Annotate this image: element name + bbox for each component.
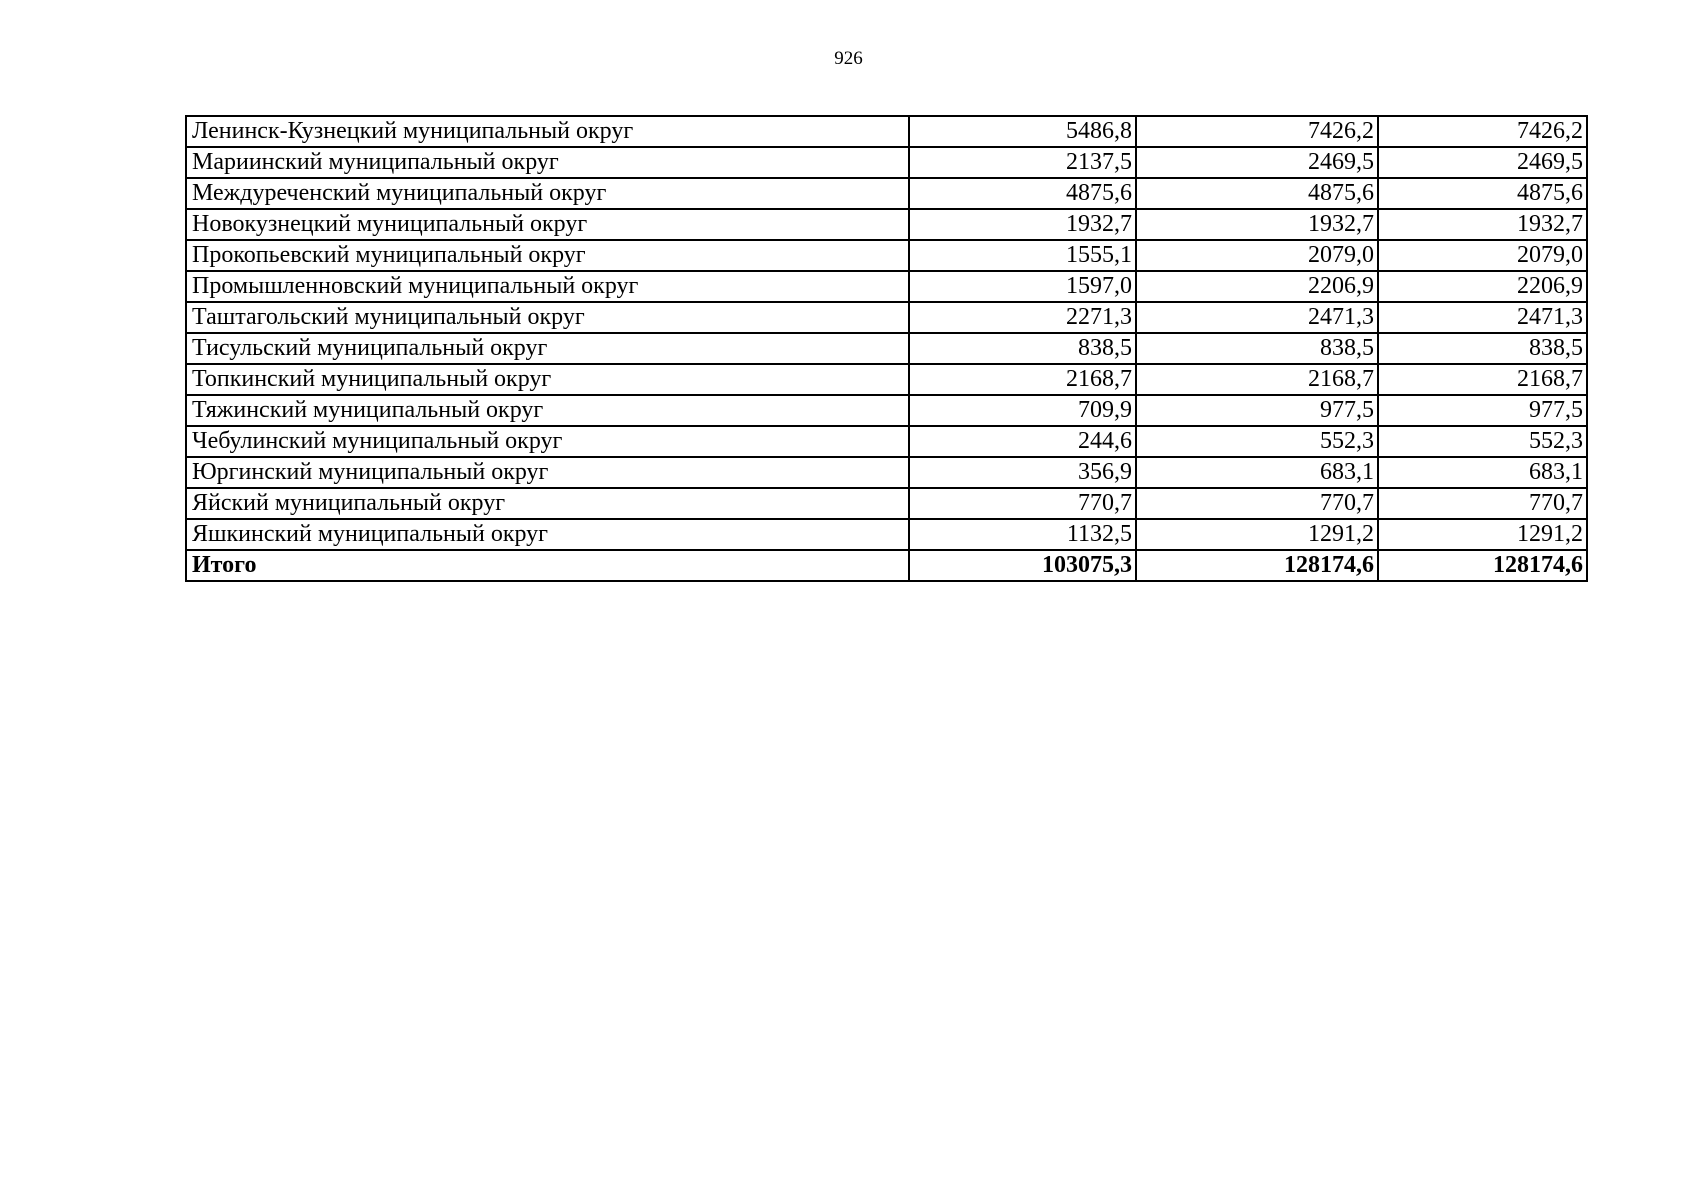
value-cell-2: 977,5 — [1136, 395, 1378, 426]
value-cell-1: 770,7 — [909, 488, 1136, 519]
budget-table-body — [186, 116, 1587, 581]
value-cell-2: 2206,9 — [1136, 271, 1378, 302]
value-cell-3: 7426,2 — [1378, 116, 1587, 147]
table-row — [186, 457, 1587, 488]
value-cell-3: 838,5 — [1378, 333, 1587, 364]
table-row — [186, 271, 1587, 302]
total-label-cell: Итого — [186, 550, 909, 581]
value-cell-3: 2206,9 — [1378, 271, 1587, 302]
district-name-cell: Междуреченский муниципальный округ — [186, 178, 909, 209]
district-name-cell: Новокузнецкий муниципальный округ — [186, 209, 909, 240]
district-name-cell: Ленинск-Кузнецкий муниципальный округ — [186, 116, 909, 147]
table-row — [186, 426, 1587, 457]
value-cell-3: 2471,3 — [1378, 302, 1587, 333]
value-cell-1: 838,5 — [909, 333, 1136, 364]
value-cell-3: 552,3 — [1378, 426, 1587, 457]
value-cell-3: 4875,6 — [1378, 178, 1587, 209]
table-row — [186, 488, 1587, 519]
table-row — [186, 333, 1587, 364]
total-value-cell-3: 128174,6 — [1378, 550, 1587, 581]
value-cell-2: 683,1 — [1136, 457, 1378, 488]
value-cell-3: 770,7 — [1378, 488, 1587, 519]
page-number: 926 — [834, 48, 863, 69]
value-cell-2: 552,3 — [1136, 426, 1378, 457]
value-cell-1: 1555,1 — [909, 240, 1136, 271]
value-cell-2: 2469,5 — [1136, 147, 1378, 178]
value-cell-2: 1932,7 — [1136, 209, 1378, 240]
district-name-cell: Юргинский муниципальный округ — [186, 457, 909, 488]
total-value-cell-1: 103075,3 — [909, 550, 1136, 581]
value-cell-3: 1291,2 — [1378, 519, 1587, 550]
district-name-cell: Топкинский муниципальный округ — [186, 364, 909, 395]
value-cell-2: 1291,2 — [1136, 519, 1378, 550]
value-cell-3: 683,1 — [1378, 457, 1587, 488]
value-cell-2: 4875,6 — [1136, 178, 1378, 209]
district-name-cell: Яшкинский муниципальный округ — [186, 519, 909, 550]
district-name-cell: Таштагольский муниципальный округ — [186, 302, 909, 333]
district-name-cell: Мариинский муниципальный округ — [186, 147, 909, 178]
table-row — [186, 364, 1587, 395]
table-row — [186, 178, 1587, 209]
value-cell-3: 2079,0 — [1378, 240, 1587, 271]
district-name-cell: Тисульский муниципальный округ — [186, 333, 909, 364]
value-cell-2: 838,5 — [1136, 333, 1378, 364]
value-cell-1: 244,6 — [909, 426, 1136, 457]
budget-table — [185, 115, 1588, 582]
value-cell-3: 2168,7 — [1378, 364, 1587, 395]
district-name-cell: Тяжинский муниципальный округ — [186, 395, 909, 426]
value-cell-2: 2168,7 — [1136, 364, 1378, 395]
value-cell-1: 1597,0 — [909, 271, 1136, 302]
value-cell-1: 709,9 — [909, 395, 1136, 426]
total-row — [186, 550, 1587, 581]
table-row — [186, 116, 1587, 147]
district-name-cell: Яйский муниципальный округ — [186, 488, 909, 519]
total-value-cell-2: 128174,6 — [1136, 550, 1378, 581]
value-cell-1: 1132,5 — [909, 519, 1136, 550]
district-name-cell: Прокопьевский муниципальный округ — [186, 240, 909, 271]
value-cell-1: 2168,7 — [909, 364, 1136, 395]
value-cell-1: 5486,8 — [909, 116, 1136, 147]
table-row — [186, 147, 1587, 178]
value-cell-1: 2271,3 — [909, 302, 1136, 333]
value-cell-1: 4875,6 — [909, 178, 1136, 209]
district-name-cell: Чебулинский муниципальный округ — [186, 426, 909, 457]
value-cell-1: 1932,7 — [909, 209, 1136, 240]
value-cell-3: 977,5 — [1378, 395, 1587, 426]
value-cell-2: 7426,2 — [1136, 116, 1378, 147]
table-row — [186, 519, 1587, 550]
value-cell-2: 770,7 — [1136, 488, 1378, 519]
district-name-cell: Промышленновский муниципальный округ — [186, 271, 909, 302]
value-cell-2: 2079,0 — [1136, 240, 1378, 271]
value-cell-1: 356,9 — [909, 457, 1136, 488]
table-row — [186, 240, 1587, 271]
value-cell-3: 1932,7 — [1378, 209, 1587, 240]
table-row — [186, 395, 1587, 426]
value-cell-3: 2469,5 — [1378, 147, 1587, 178]
table-row — [186, 302, 1587, 333]
table-row — [186, 209, 1587, 240]
value-cell-2: 2471,3 — [1136, 302, 1378, 333]
value-cell-1: 2137,5 — [909, 147, 1136, 178]
